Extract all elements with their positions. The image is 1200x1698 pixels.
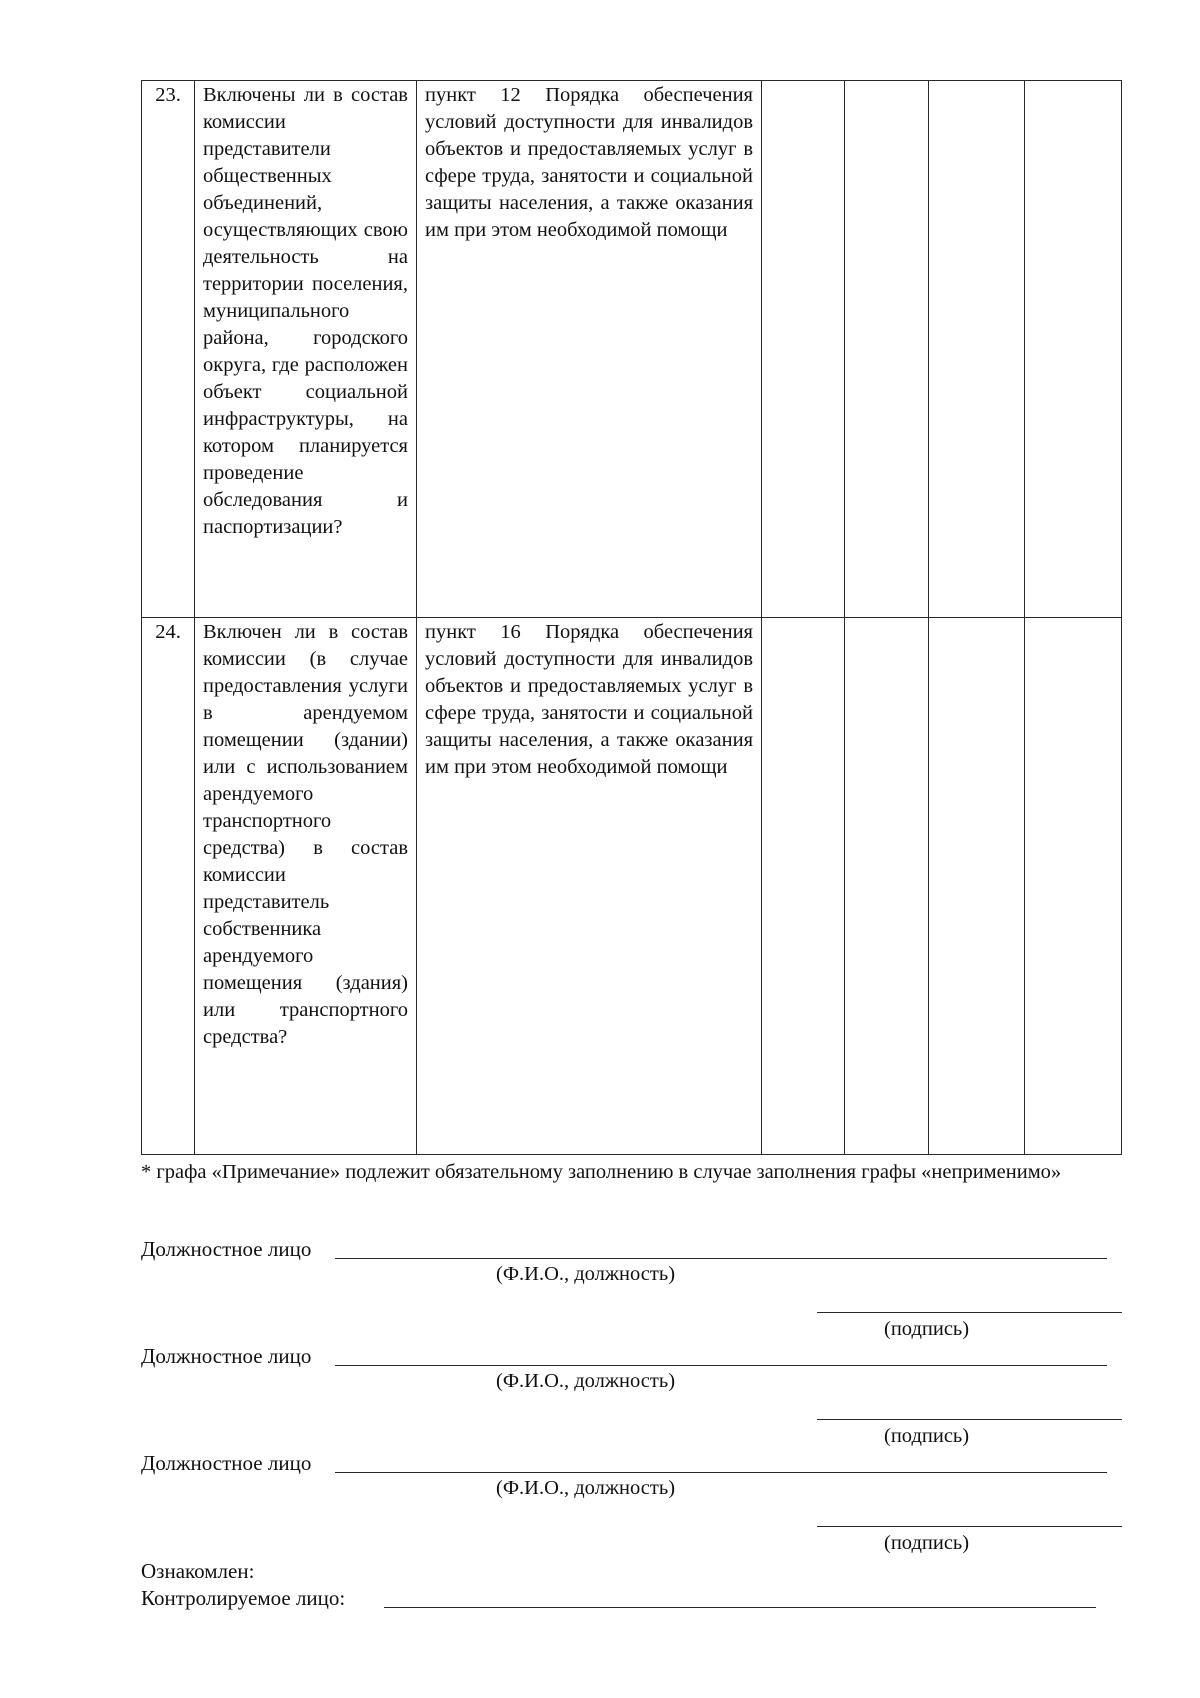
question-cell: Включен ли в состав комиссии (в случае предоставления услуги в арендуемом помещении (здании) или с использованием арендуемого транспортного средства) в состав комиссии представитель собственника арендуемого помещения (здания) или транспортного средства? xyxy=(195,618,417,1155)
table-row xyxy=(142,618,1122,1155)
signature-caption: (подпись) xyxy=(884,1318,970,1340)
name-underline xyxy=(335,1365,1107,1366)
name-underline xyxy=(335,1258,1107,1259)
answer-cell-not-applicable xyxy=(929,618,1025,1155)
row-number: 24. xyxy=(142,618,195,1155)
name-caption: (Ф.И.О., должность) xyxy=(496,1370,676,1392)
signature-underline xyxy=(817,1419,1122,1420)
row-number: 23. xyxy=(142,81,195,618)
answer-cell-not-applicable xyxy=(929,81,1025,618)
official-label: Должностное лицо xyxy=(141,1344,312,1368)
note-cell xyxy=(1025,618,1122,1155)
table-row xyxy=(142,81,1122,618)
acknowledged-heading: Ознакомлен: xyxy=(141,1559,255,1583)
controlled-person-underline xyxy=(384,1607,1096,1608)
name-caption: (Ф.И.О., должность) xyxy=(496,1477,676,1499)
signature-underline xyxy=(817,1312,1122,1313)
official-label: Должностное лицо xyxy=(141,1237,312,1261)
answer-cell-yes xyxy=(762,81,845,618)
signature-underline xyxy=(817,1526,1122,1527)
reference-cell: пункт 12 Порядка обеспечения условий доступности для инвалидов объектов и предоставляемых услуг в сфере труда, занятости и социальной защиты населения, а также оказания им при этом необходимой помощи xyxy=(417,81,762,618)
answer-cell-no xyxy=(845,618,929,1155)
answer-cell-no xyxy=(845,81,929,618)
checklist-table xyxy=(141,80,1122,1155)
controlled-person-label: Контролируемое лицо: xyxy=(141,1586,346,1610)
signature-caption: (подпись) xyxy=(884,1425,970,1447)
answer-cell-yes xyxy=(762,618,845,1155)
name-underline xyxy=(335,1472,1107,1473)
official-label: Должностное лицо xyxy=(141,1451,312,1475)
name-caption: (Ф.И.О., должность) xyxy=(496,1263,676,1285)
footnote: * графа «Примечание» подлежит обязательному заполнению в случае заполнения графы «неприменимо» xyxy=(141,1161,1062,1183)
reference-cell: пункт 16 Порядка обеспечения условий доступности для инвалидов объектов и предоставляемых услуг в сфере труда, занятости и социальной защиты населения, а также оказания им при этом необходимой помощи xyxy=(417,618,762,1155)
question-cell: Включены ли в состав комиссии представители общественных объединений, осуществляющих свою деятельность на территории поселения, муниципального района, городского округа, где расположен объект социальной инфраструктуры, на котором планируется проведение обследования и паспортизации? xyxy=(195,81,417,618)
note-cell xyxy=(1025,81,1122,618)
signature-caption: (подпись) xyxy=(884,1532,970,1554)
